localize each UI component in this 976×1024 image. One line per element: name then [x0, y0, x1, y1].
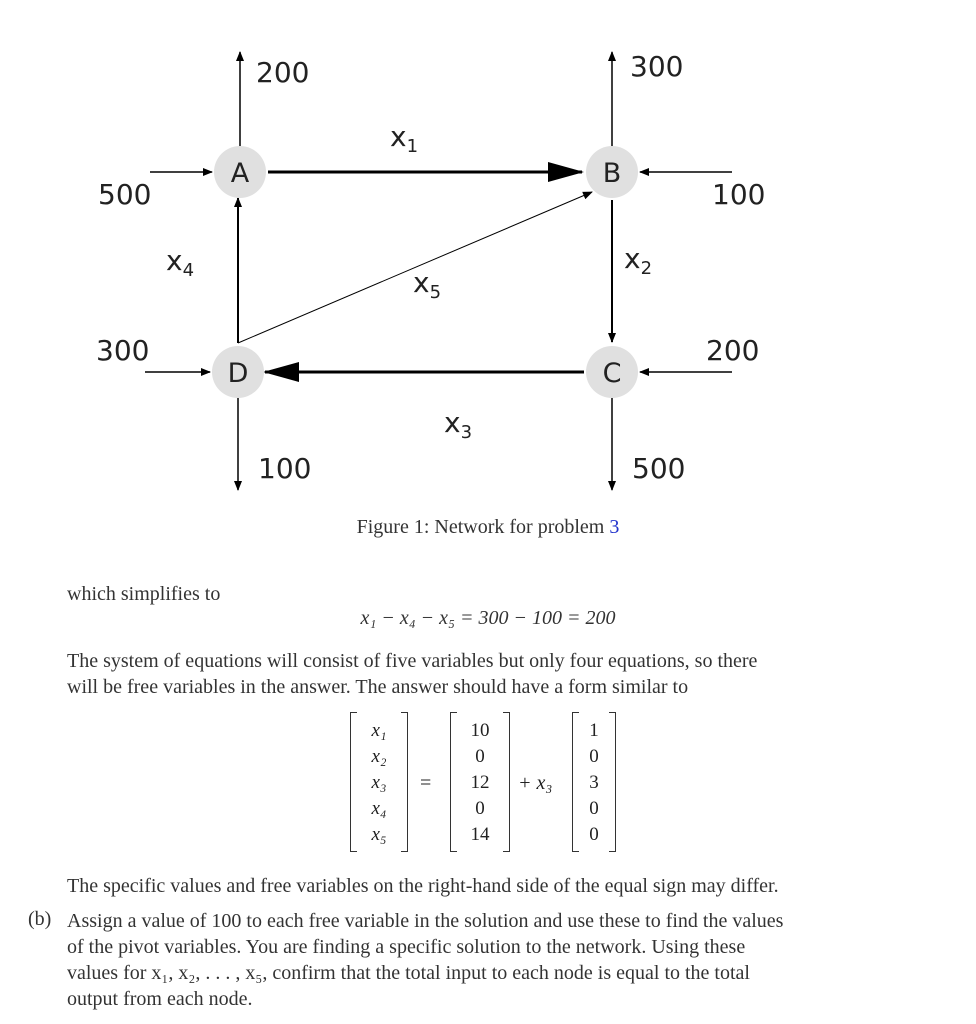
svg-text:C: C [602, 358, 622, 389]
flow-c-out-value: 500 [632, 452, 686, 485]
figure-caption: Figure 1: Network for problem 3 [356, 516, 620, 538]
flow-c-in-value: 200 [706, 334, 760, 367]
node-c [586, 346, 638, 398]
flow-b-out-value: 300 [630, 50, 684, 83]
simplified-equation: x₁ − x₄ − x₅ = 300 − 100 = 200 [360, 607, 616, 629]
part-b-paragraph: Assign a value of 100 to each free variable in the solution and use these to find the values of the pivot variables. You are finding a specific solution to the network. Using these values for x₁, x₂, . . . , x₅, confirm that the total input to each node is equal to the total output from each node. [67, 910, 784, 1010]
particular-vector: 10 0 12 0 14 [450, 712, 510, 854]
label-x3: $x_3$ [444, 406, 473, 443]
node-d [212, 346, 264, 398]
flow-b-in-value: 100 [712, 178, 766, 211]
flow-a-in-value: 500 [98, 178, 152, 211]
svg-text:D: D [227, 358, 249, 389]
flow-d-out-value: 100 [258, 452, 312, 485]
flow-d-in-value: 300 [96, 334, 150, 367]
svg-text:B: B [602, 158, 622, 189]
specific-values-text: The specific values and free variables on the right-hand side of the equal sign may differ. [67, 875, 779, 897]
plus-x3: + x₃ [518, 772, 553, 794]
label-x1: $x_1$ [390, 120, 419, 157]
solution-matrix [0, 712, 976, 854]
flow-a-out-value: 200 [256, 56, 310, 89]
label-x5: $x_5$ [413, 266, 442, 303]
part-b-label: (b) [28, 908, 52, 930]
svg-text:A: A [230, 158, 250, 189]
node-a [214, 146, 266, 198]
simplifies-text: which simplifies to [67, 583, 221, 605]
lhs-vector: x₁ x₂ x₃ x₄ x₅ [350, 712, 408, 854]
label-x4: $x_4$ [166, 244, 195, 281]
equals-sign: = [420, 772, 432, 794]
problem-ref-link[interactable]: 3 [609, 516, 620, 538]
system-paragraph: The system of equations will consist of five variables but only four equations, so there will be free variables in the answer. The answer should have a form similar to [67, 650, 758, 698]
free-vector: 1 0 3 0 0 [572, 712, 616, 854]
network-figure [0, 0, 976, 510]
label-x2: $x_2$ [624, 242, 653, 279]
node-b [586, 146, 638, 198]
